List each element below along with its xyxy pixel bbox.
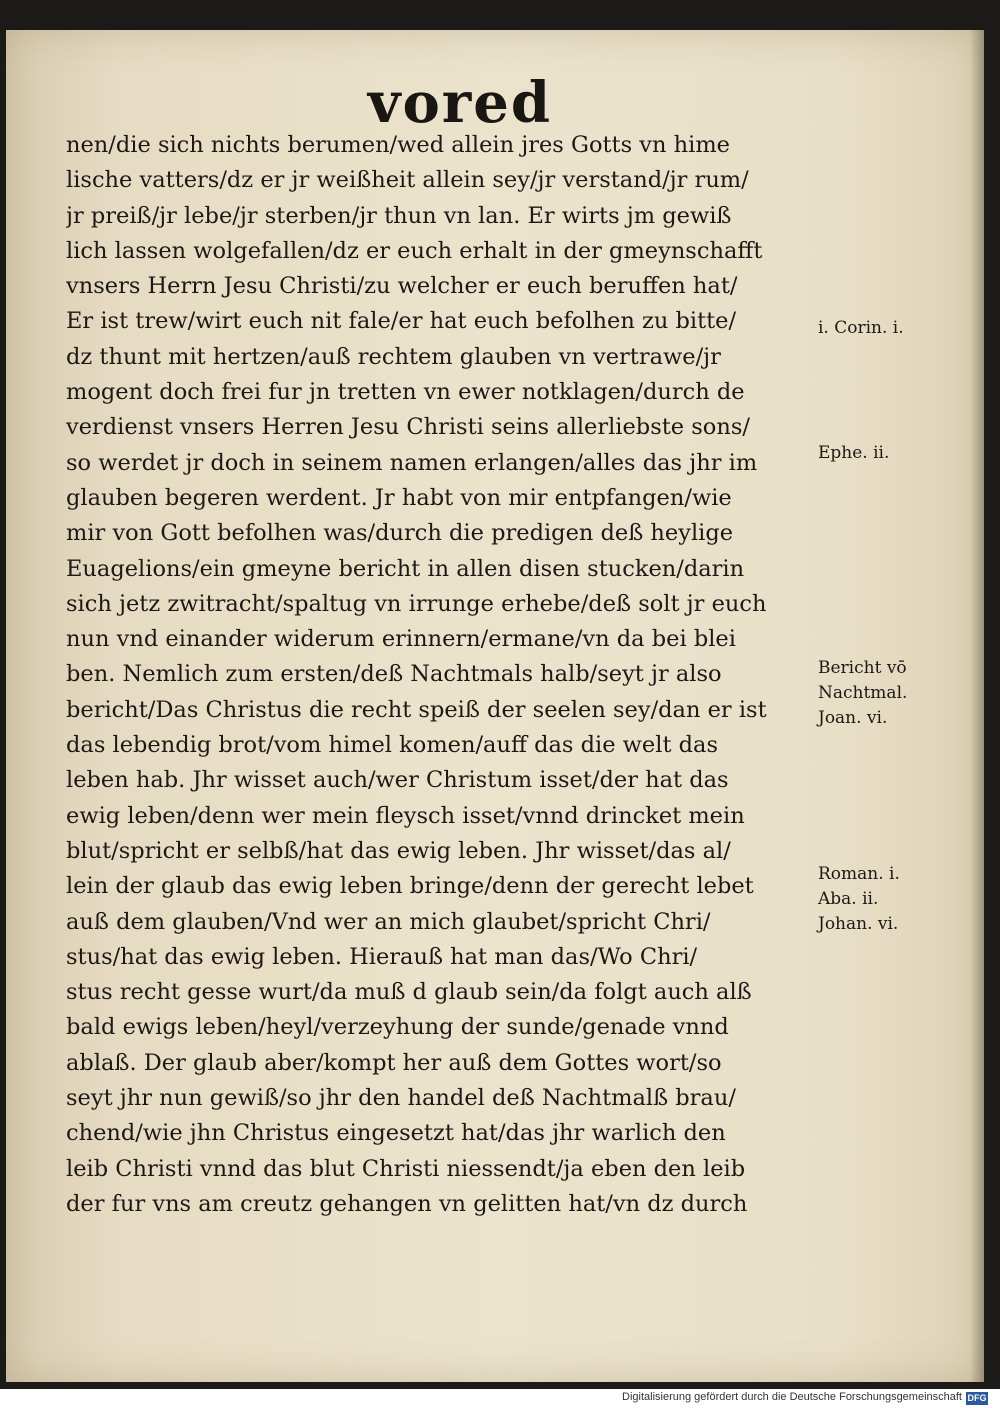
- text-line: lische vatters/dz er jr weißheit allein sey/jr verstand/jr rum/: [66, 167, 749, 194]
- margin-note-nachtmal: [818, 656, 907, 731]
- text-line: leib Christi vnnd das blut Christi niessendt/ja eben den leib: [66, 1155, 746, 1182]
- text-line: ben. Nemlich zum ersten/deß Nachtmals halb/seyt jr also: [66, 661, 722, 688]
- footer-credit: Digitalisierung gefördert durch die Deutsche Forschungsgemeinschaft: [622, 1391, 962, 1403]
- page-edge-shadow: [970, 30, 984, 1382]
- text-line: nun vnd einander widerum erinnern/ermane/vn da bei blei: [66, 626, 736, 653]
- margin-note-line: Johan. vi.: [818, 914, 899, 934]
- text-line: das lebendig brot/vom himel komen/auff das die welt das: [66, 732, 719, 759]
- text-line: leben hab. Jhr wisset auch/wer Christum isset/der hat das: [66, 767, 729, 794]
- margin-note-line: Bericht vō: [818, 658, 907, 678]
- text-line: ablaß. Der glaub aber/kompt her auß dem Gottes wort/so: [66, 1049, 722, 1076]
- text-line: bald ewigs leben/heyl/verzeyhung der sunde/genade vnnd: [66, 1014, 729, 1041]
- margin-note-line: Nachtmal.: [818, 683, 908, 703]
- text-line: verdienst vnsers Herren Jesu Christi seins allerliebste sons/: [66, 414, 750, 441]
- text-line: seyt jhr nun gewiß/so jhr den handel deß Nachtmalß brau/: [66, 1085, 736, 1112]
- margin-note-corinthians: [818, 316, 904, 341]
- margin-note-line: Ephe. ii.: [818, 443, 890, 463]
- text-line: bericht/Das Christus die recht speiß der seelen sey/dan er ist: [66, 696, 767, 723]
- text-line: Er ist trew/wirt euch nit fale/er hat euch befolhen zu bitte/: [66, 308, 737, 335]
- text-line: stus recht gesse wurt/da muß d glaub sein/da folgt auch alß: [66, 979, 752, 1006]
- text-line: lich lassen wolgefallen/dz er euch erhalt in der gmeynschafft: [66, 237, 763, 264]
- margin-note-romans: [818, 862, 900, 937]
- text-line: ewig leben/denn wer mein fleysch isset/vnnd drincket mein: [66, 802, 745, 829]
- text-line: chend/wie jhn Christus eingesetzt hat/das jhr warlich den: [66, 1120, 726, 1147]
- text-line: jr preiß/jr lebe/jr sterben/jr thun vn lan. Er wirts jm gewiß: [66, 202, 732, 229]
- body-text: [66, 128, 806, 1222]
- text-line: mir von Gott befolhen was/durch die predigen deß heylige: [66, 520, 734, 547]
- margin-note-line: Joan. vi.: [818, 708, 888, 728]
- text-line: der fur vns am creutz gehangen vn gelitten hat/vn dz durch: [66, 1190, 748, 1217]
- text-line: blut/spricht er selbß/hat das ewig leben. Jhr wisset/das al/: [66, 837, 731, 864]
- margin-note-ephesians: [818, 441, 889, 466]
- text-line: vnsers Herrn Jesu Christi/zu welcher er euch beruffen hat/: [66, 273, 738, 300]
- footer-bar: [0, 1389, 1000, 1408]
- text-line: mogent doch frei fur jn tretten vn ewer notklagen/durch de: [66, 379, 745, 406]
- text-line: glauben begeren werdent. Jr habt von mir entpfangen/wie: [66, 484, 732, 511]
- text-line: nen/die sich nichts berumen/wed allein jres Gotts vn hime: [66, 132, 730, 158]
- page-header: vored: [367, 70, 553, 136]
- text-line: lein der glaub das ewig leben bringe/denn der gerecht lebet: [66, 873, 754, 900]
- text-line: sich jetz zwitracht/spaltug vn irrunge erhebe/deß solt jr euch: [66, 590, 767, 617]
- text-line: so werdet jr doch in seinem namen erlangen/alles das jhr im: [66, 449, 758, 476]
- text-line: auß dem glauben/Vnd wer an mich glaubet/spricht Chri/: [66, 908, 711, 935]
- text-line: dz thunt mit hertzen/auß rechtem glauben vn vertrawe/jr: [66, 343, 721, 370]
- margin-note-line: Aba. ii.: [818, 889, 879, 909]
- margin-note-line: i. Corin. i.: [818, 318, 904, 338]
- dfg-logo-icon: DFG: [967, 1393, 987, 1403]
- text-line: Euagelions/ein gmeyne bericht in allen disen stucken/darin: [66, 555, 745, 582]
- margin-note-line: Roman. i.: [818, 864, 900, 884]
- text-line: stus/hat das ewig leben. Hierauß hat man das/Wo Chri/: [66, 943, 698, 970]
